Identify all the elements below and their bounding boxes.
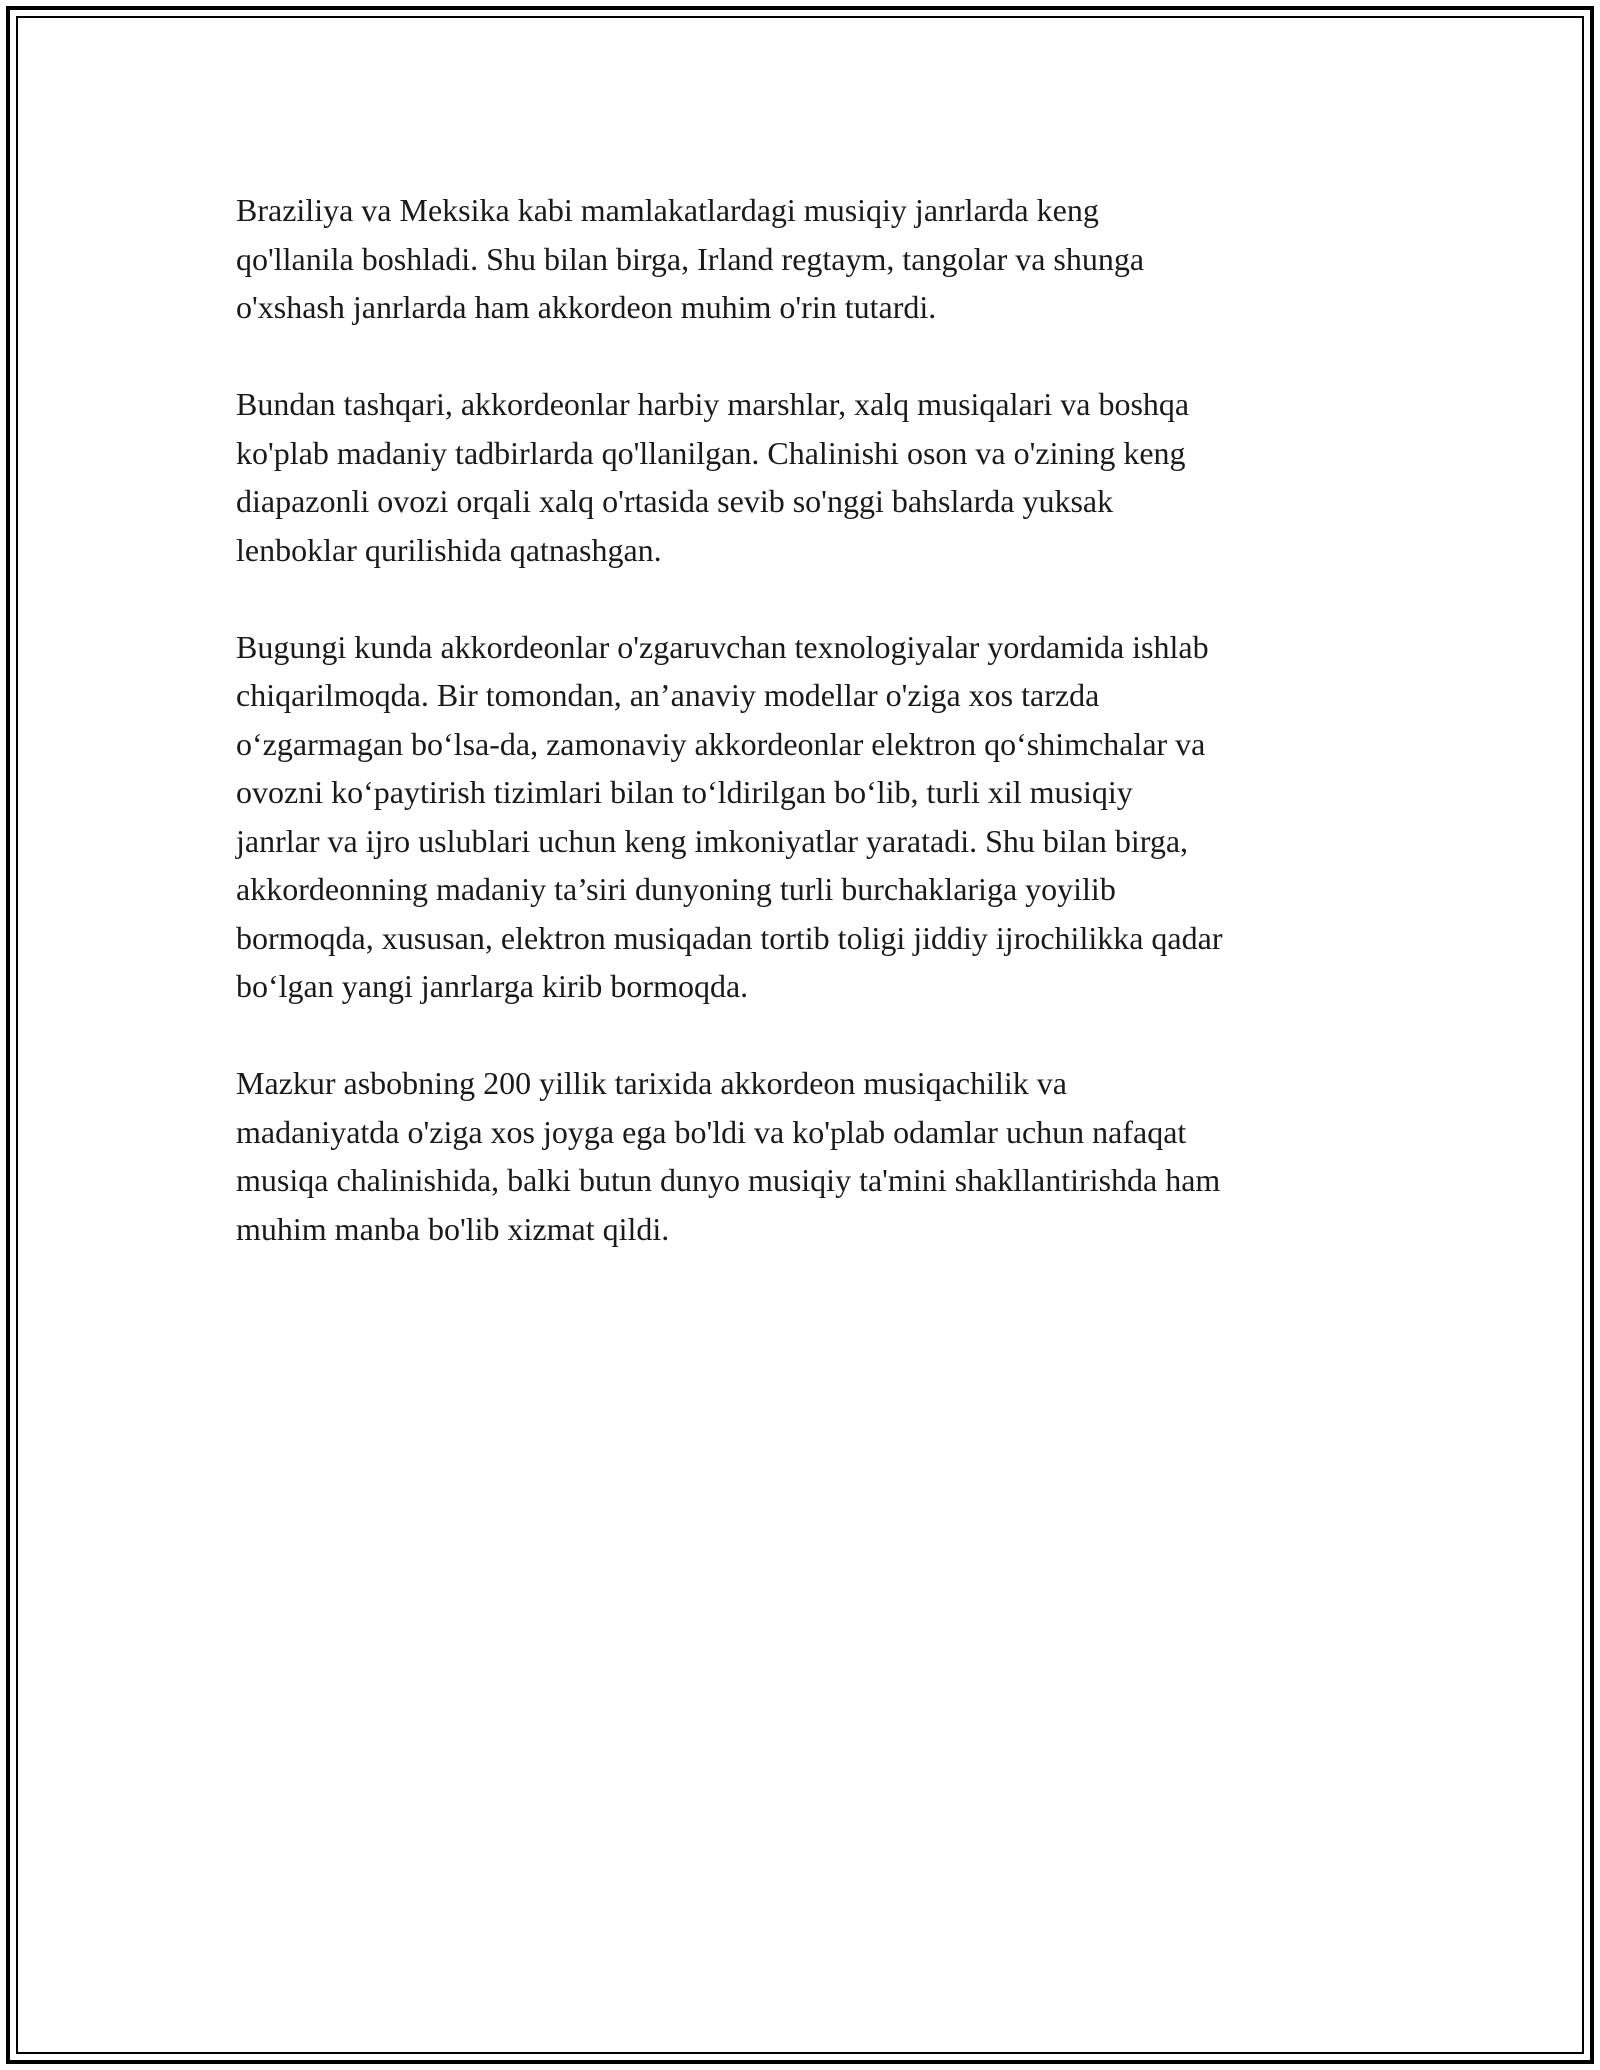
text-line: chiqarilmoqda. Bir tomondan, an’anaviy modellar o'ziga xos tarzda <box>236 677 1100 713</box>
document-body <box>236 186 1376 1302</box>
text-line: Bugungi kunda akkordeonlar o'zgaruvchan texnologiyalar yordamida ishlab <box>236 628 1209 665</box>
text-line: diapazonli ovozi orqali xalq o'rtasida sevib so'nggi bahslarda yuksak <box>236 483 1114 519</box>
paragraph-4 <box>236 1059 1376 1253</box>
text-line: ovozni ko‘paytirish tizimlari bilan to‘ldirilgan bo‘lib, turli xil musiqiy <box>236 774 1133 810</box>
text-line: madaniyatda o'ziga xos joyga ega bo'ldi va ko'plab odamlar uchun nafaqat <box>236 1113 1187 1150</box>
text-line: Mazkur asbobning 200 yillik tarixida akkordeon musiqachilik va <box>236 1065 1067 1101</box>
text-line: bormoqda, xususan, elektron musiqadan tortib toligi jiddiy ijrochilikka qadar <box>236 919 1223 956</box>
text-line: akkordeonning madaniy ta’siri dunyoning turli burchaklariga yoyilib <box>236 871 1116 907</box>
paragraph-2 <box>236 380 1376 574</box>
paragraph-3 <box>236 623 1376 1011</box>
paragraph-1 <box>236 186 1376 332</box>
text-line: bo‘lgan yangi janrlarga kirib bormoqda. <box>236 968 749 1004</box>
text-line: ko'plab madaniy tadbirlarda qo'llanilgan. Chalinishi oson va o'zining keng <box>236 434 1186 471</box>
text-line: janrlar va ijro uslublari uchun keng imkoniyatlar yaratadi. Shu bilan birga, <box>236 822 1189 859</box>
text-line: qo'llanila boshladi. Shu bilan birga, Irland regtaym, tangolar va shunga <box>236 240 1145 277</box>
text-line: musiqa chalinishida, balki butun dunyo musiqiy ta'mini shakllantirishda ham <box>236 1162 1221 1198</box>
text-line: Bundan tashqari, akkordeonlar harbiy marshlar, xalq musiqalari va boshqa <box>236 386 1190 422</box>
text-line: lenboklar qurilishida qatnashgan. <box>236 531 662 568</box>
text-line: muhim manba bo'lib xizmat qildi. <box>236 1210 670 1247</box>
text-line: o‘zgarmagan bo‘lsa-da, zamonaviy akkordeonlar elektron qo‘shimchalar va <box>236 725 1206 762</box>
text-line: o'xshash janrlarda ham akkordeon muhim o'rin tutardi. <box>236 289 937 325</box>
text-line: Braziliya va Meksika kabi mamlakatlardagi musiqiy janrlarda keng <box>236 192 1099 228</box>
